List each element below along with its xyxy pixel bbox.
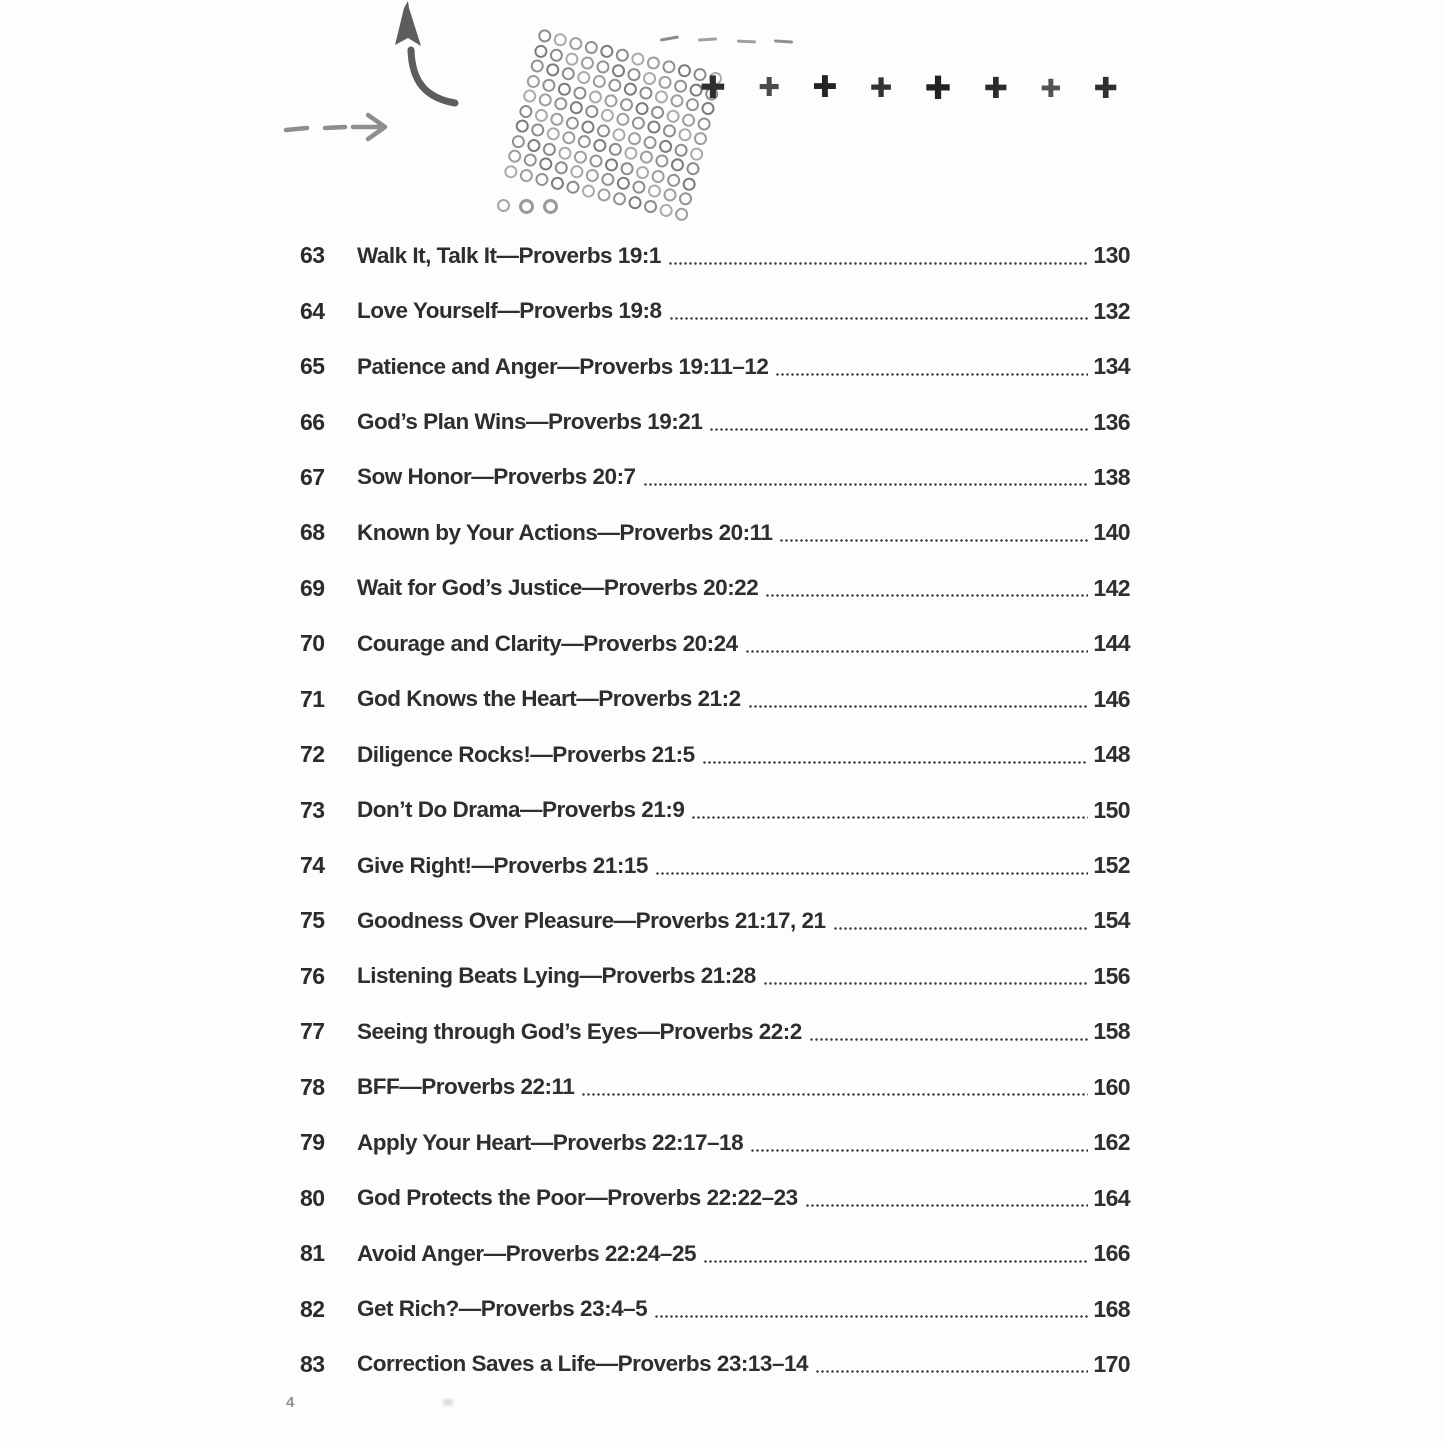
entry-title: Goodness Over Pleasure—Proverbs 21:17, 21 [357,907,826,933]
entry-number: 77 [300,1018,325,1045]
entry-number: 76 [300,962,325,989]
toc-entry [300,1004,1130,1059]
entry-number: 82 [300,1295,325,1322]
entry-page-number: 142 [1093,574,1130,601]
plus-icon: ✚ [700,69,726,106]
toc-entry [300,228,1130,283]
entry-title: God Knows the Heart—Proverbs 21:2 [357,686,741,712]
toc-entry [300,727,1130,782]
entry-number: 66 [300,408,325,435]
toc-entry [300,1115,1130,1170]
entry-number: 73 [300,796,325,823]
sequin-grid-icon [503,28,727,225]
dot-leader [702,394,1093,449]
entry-page-number: 160 [1093,1073,1130,1100]
entry-page-number: 148 [1093,741,1130,768]
entry-page-number: 150 [1093,796,1130,823]
toc-entry [300,1281,1130,1336]
toc-entry [300,949,1130,1004]
dot-leader [696,1226,1093,1281]
dot-leader [798,1170,1094,1225]
toc-entry [300,672,1130,727]
entry-title: Love Yourself—Proverbs 19:8 [357,298,662,324]
dot-leader [802,1004,1094,1059]
entry-number: 78 [300,1073,325,1100]
entry-title: Walk It, Talk It—Proverbs 19:1 [357,242,661,268]
toc-entry [300,394,1130,449]
entry-number: 71 [300,685,325,712]
dot-leader [772,505,1093,560]
entry-title: Sow Honor—Proverbs 20:7 [357,464,636,490]
dot-leader [695,727,1094,782]
entry-title: God’s Plan Wins—Proverbs 19:21 [357,409,703,435]
dot-leader [648,838,1094,893]
dot-leader [756,949,1094,1004]
page-number: 4 [286,1394,295,1411]
plus-icon: ✚ [924,69,952,107]
entry-page-number: 136 [1093,408,1130,435]
entry-title: Get Rich?—Proverbs 23:4–5 [357,1296,648,1322]
entry-title: Courage and Clarity—Proverbs 20:24 [357,630,738,656]
dot-leader [808,1337,1093,1392]
entry-number: 80 [300,1184,325,1211]
entry-number: 72 [300,741,325,768]
plus-row-icon [700,62,1118,114]
entry-page-number: 168 [1093,1295,1130,1322]
entry-page-number: 166 [1093,1240,1130,1267]
entry-page-number: 132 [1093,297,1130,324]
dot-leader [662,283,1094,338]
toc-entry [300,838,1130,893]
toc-entry [300,561,1130,616]
toc-entry [300,283,1130,338]
entry-page-number: 144 [1093,630,1130,657]
dot-leader [661,228,1094,283]
dot-leader [636,450,1094,505]
toc-entry [300,505,1130,560]
dash-mark-icon [774,39,793,44]
toc-entry [300,1337,1130,1392]
entry-number: 83 [300,1350,325,1377]
entry-number: 68 [300,519,325,546]
dot-leader [684,782,1093,837]
toc-entry [300,450,1130,505]
dash-mark-icon [737,40,756,44]
plus-icon: ✚ [812,70,838,105]
dot-leader [743,1115,1093,1170]
dot-leader [738,616,1094,671]
entry-number: 74 [300,852,325,879]
dashed-arrow-right-icon [283,112,395,148]
toc-entry [300,1170,1130,1225]
entry-number: 63 [300,242,325,269]
curved-arrow-up-icon [388,0,468,108]
entry-title: BFF—Proverbs 22:11 [357,1074,575,1100]
entry-number: 69 [300,574,325,601]
entry-page-number: 134 [1093,353,1130,380]
entry-number: 75 [300,907,325,934]
entry-page-number: 140 [1093,519,1130,546]
entry-number: 81 [300,1240,325,1267]
plus-icon: ✚ [1093,70,1118,105]
entry-title: Apply Your Heart—Proverbs 22:17–18 [357,1129,744,1155]
entry-number: 65 [300,353,325,380]
dot-leader [758,561,1093,616]
dot-leader [826,893,1094,948]
entry-title: Correction Saves a Life—Proverbs 23:13–14 [357,1351,808,1377]
plus-icon: ✚ [758,73,781,103]
dot-leader [741,672,1094,727]
plus-icon: ✚ [1040,73,1062,103]
toc-entry [300,339,1130,394]
entry-title: Seeing through God’s Eyes—Proverbs 22:2 [357,1018,802,1044]
toc-entry [300,616,1130,671]
entry-title: Diligence Rocks!—Proverbs 21:5 [357,741,695,767]
entry-title: Give Right!—Proverbs 21:15 [357,852,648,878]
entry-title: Listening Beats Lying—Proverbs 21:28 [357,963,756,989]
dot-leader [647,1281,1093,1336]
dash-mark-icon [698,37,717,42]
entry-page-number: 162 [1093,1129,1130,1156]
entry-page-number: 156 [1093,962,1130,989]
entry-page-number: 154 [1093,907,1130,934]
dot-leader [768,339,1093,394]
entry-title: Avoid Anger—Proverbs 22:24–25 [357,1240,696,1266]
entry-page-number: 170 [1093,1350,1130,1377]
entry-title: Wait for God’s Justice—Proverbs 20:22 [357,575,759,601]
entry-page-number: 146 [1093,685,1130,712]
plus-icon: ✚ [869,72,893,104]
entry-number: 64 [300,297,325,324]
entry-page-number: 158 [1093,1018,1130,1045]
sequin-trio-icon [497,199,558,214]
toc-entry [300,782,1130,837]
dot-leader [574,1060,1093,1115]
paper-smudge [443,1399,453,1406]
entry-title: God Protects the Poor—Proverbs 22:22–23 [357,1185,798,1211]
entry-title: Patience and Anger—Proverbs 19:11–12 [357,353,769,379]
dash-mark-icon [660,35,679,41]
entry-title: Known by Your Actions—Proverbs 20:11 [357,519,773,545]
entry-number: 70 [300,630,325,657]
toc-entry [300,1060,1130,1115]
entry-page-number: 138 [1093,463,1130,490]
entry-number: 79 [300,1129,325,1156]
entry-page-number: 152 [1093,852,1130,879]
entry-title: Don’t Do Drama—Proverbs 21:9 [357,797,685,823]
toc-entry [300,893,1130,948]
toc-list [300,228,1130,1392]
entry-page-number: 130 [1093,242,1130,269]
entry-number: 67 [300,463,325,490]
entry-page-number: 164 [1093,1184,1130,1211]
plus-icon: ✚ [983,70,1009,105]
toc-entry [300,1226,1130,1281]
